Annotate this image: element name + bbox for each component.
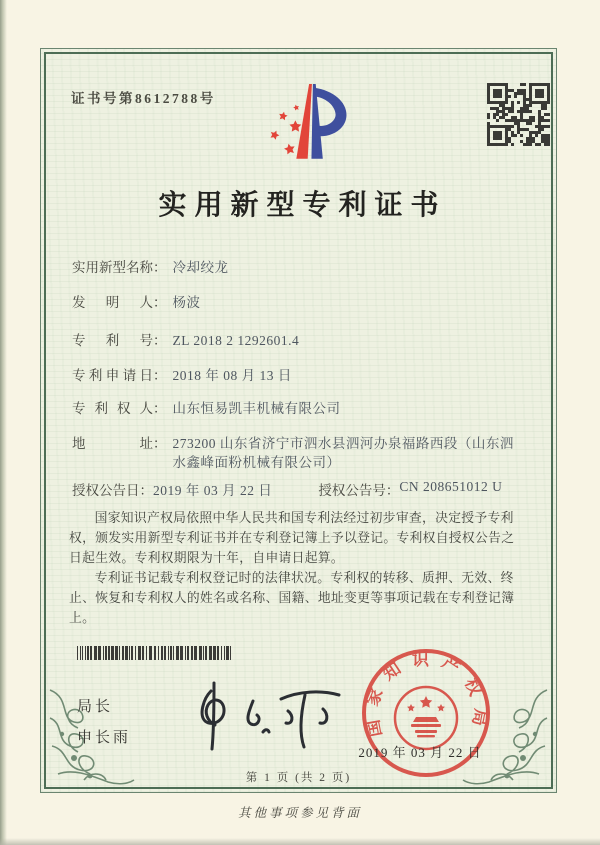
field-label: 专利权人 xyxy=(72,401,153,416)
certificate-number: 证书号第8612788号 xyxy=(71,91,216,106)
field-label: 专利号 xyxy=(72,333,153,348)
field-row xyxy=(72,331,520,350)
grant-row xyxy=(72,479,502,499)
seal-text: 国家知识产权局 xyxy=(361,649,491,739)
field-label: 实用新型名称 xyxy=(72,260,153,275)
field-value: 273200 山东省济宁市泗水县泗河办泉福路西段（山东泗水鑫峰面粉机械有限公司） xyxy=(172,436,514,470)
legal-paragraph: 国家知识产权局依照中华人民共和国专利法经过初步审查，决定授予专利权，颁发实用新型专利证书并在专利登记簿上予以登记。专利权自授权公告之日起生效。专利权期限为十年，自申请日起算。 xyxy=(69,511,515,565)
page-title: 实用新型专利证书 xyxy=(158,190,447,221)
grant-date xyxy=(72,479,272,499)
field-colon: ： xyxy=(139,483,153,498)
seal-date: 2019 年 03 月 22 日 xyxy=(358,745,482,760)
field-value: ZL 2018 2 1292601.4 xyxy=(172,333,300,348)
field-colon: ： xyxy=(385,483,400,498)
officer-block xyxy=(77,695,131,757)
officer-role: 局长 xyxy=(77,698,114,715)
field-label: 地址 xyxy=(72,436,153,451)
field-value: 杨波 xyxy=(172,295,201,310)
field-colon: ： xyxy=(153,260,167,275)
field-label: 专利申请日 xyxy=(72,368,153,383)
field-row xyxy=(72,293,520,312)
field-colon: ： xyxy=(153,368,167,383)
director-signature-icon xyxy=(177,677,345,755)
field-row xyxy=(72,434,520,472)
field-label: 发明人 xyxy=(72,295,153,310)
field-value: 2018 年 08 月 13 日 xyxy=(172,368,292,383)
page-indicator: 第 1 页 (共 2 页) xyxy=(245,772,352,784)
officer-name: 申长雨 xyxy=(77,729,132,746)
national-emblem-icon xyxy=(395,687,457,749)
field-row xyxy=(72,399,520,418)
field-colon: ： xyxy=(153,333,167,348)
qr-code xyxy=(487,83,550,146)
field-value: 冷却绞龙 xyxy=(172,260,229,275)
grant-number xyxy=(318,479,502,499)
field-colon: ： xyxy=(153,295,167,310)
field-row xyxy=(72,366,520,385)
barcode xyxy=(77,646,233,660)
legal-paragraph: 专利证书记载专利权登记时的法律状况。专利权的转移、质押、无效、终止、恢复和专利权人的姓名或名称、国籍、地址变更等事项记载在专利登记簿上。 xyxy=(69,571,515,625)
certificate-frame xyxy=(40,48,557,793)
scan-edge-bottom xyxy=(0,838,600,845)
scan-edge-left xyxy=(0,0,7,845)
field-label: 授权公告日 xyxy=(72,483,140,498)
cnipa-logo-icon xyxy=(254,67,350,171)
field-value: 山东恒易凯丰机械有限公司 xyxy=(172,401,341,416)
field-value: CN 208651012 U xyxy=(399,479,503,494)
field-colon: ： xyxy=(153,401,167,416)
legal-text xyxy=(69,508,527,628)
field-label: 授权公告号 xyxy=(318,483,386,498)
back-note: 其他事项参见背面 xyxy=(237,806,362,820)
field-colon: ： xyxy=(153,436,167,451)
official-seal xyxy=(359,646,493,780)
field-row xyxy=(72,258,520,277)
field-value: 2019 年 03 月 22 日 xyxy=(153,483,273,498)
